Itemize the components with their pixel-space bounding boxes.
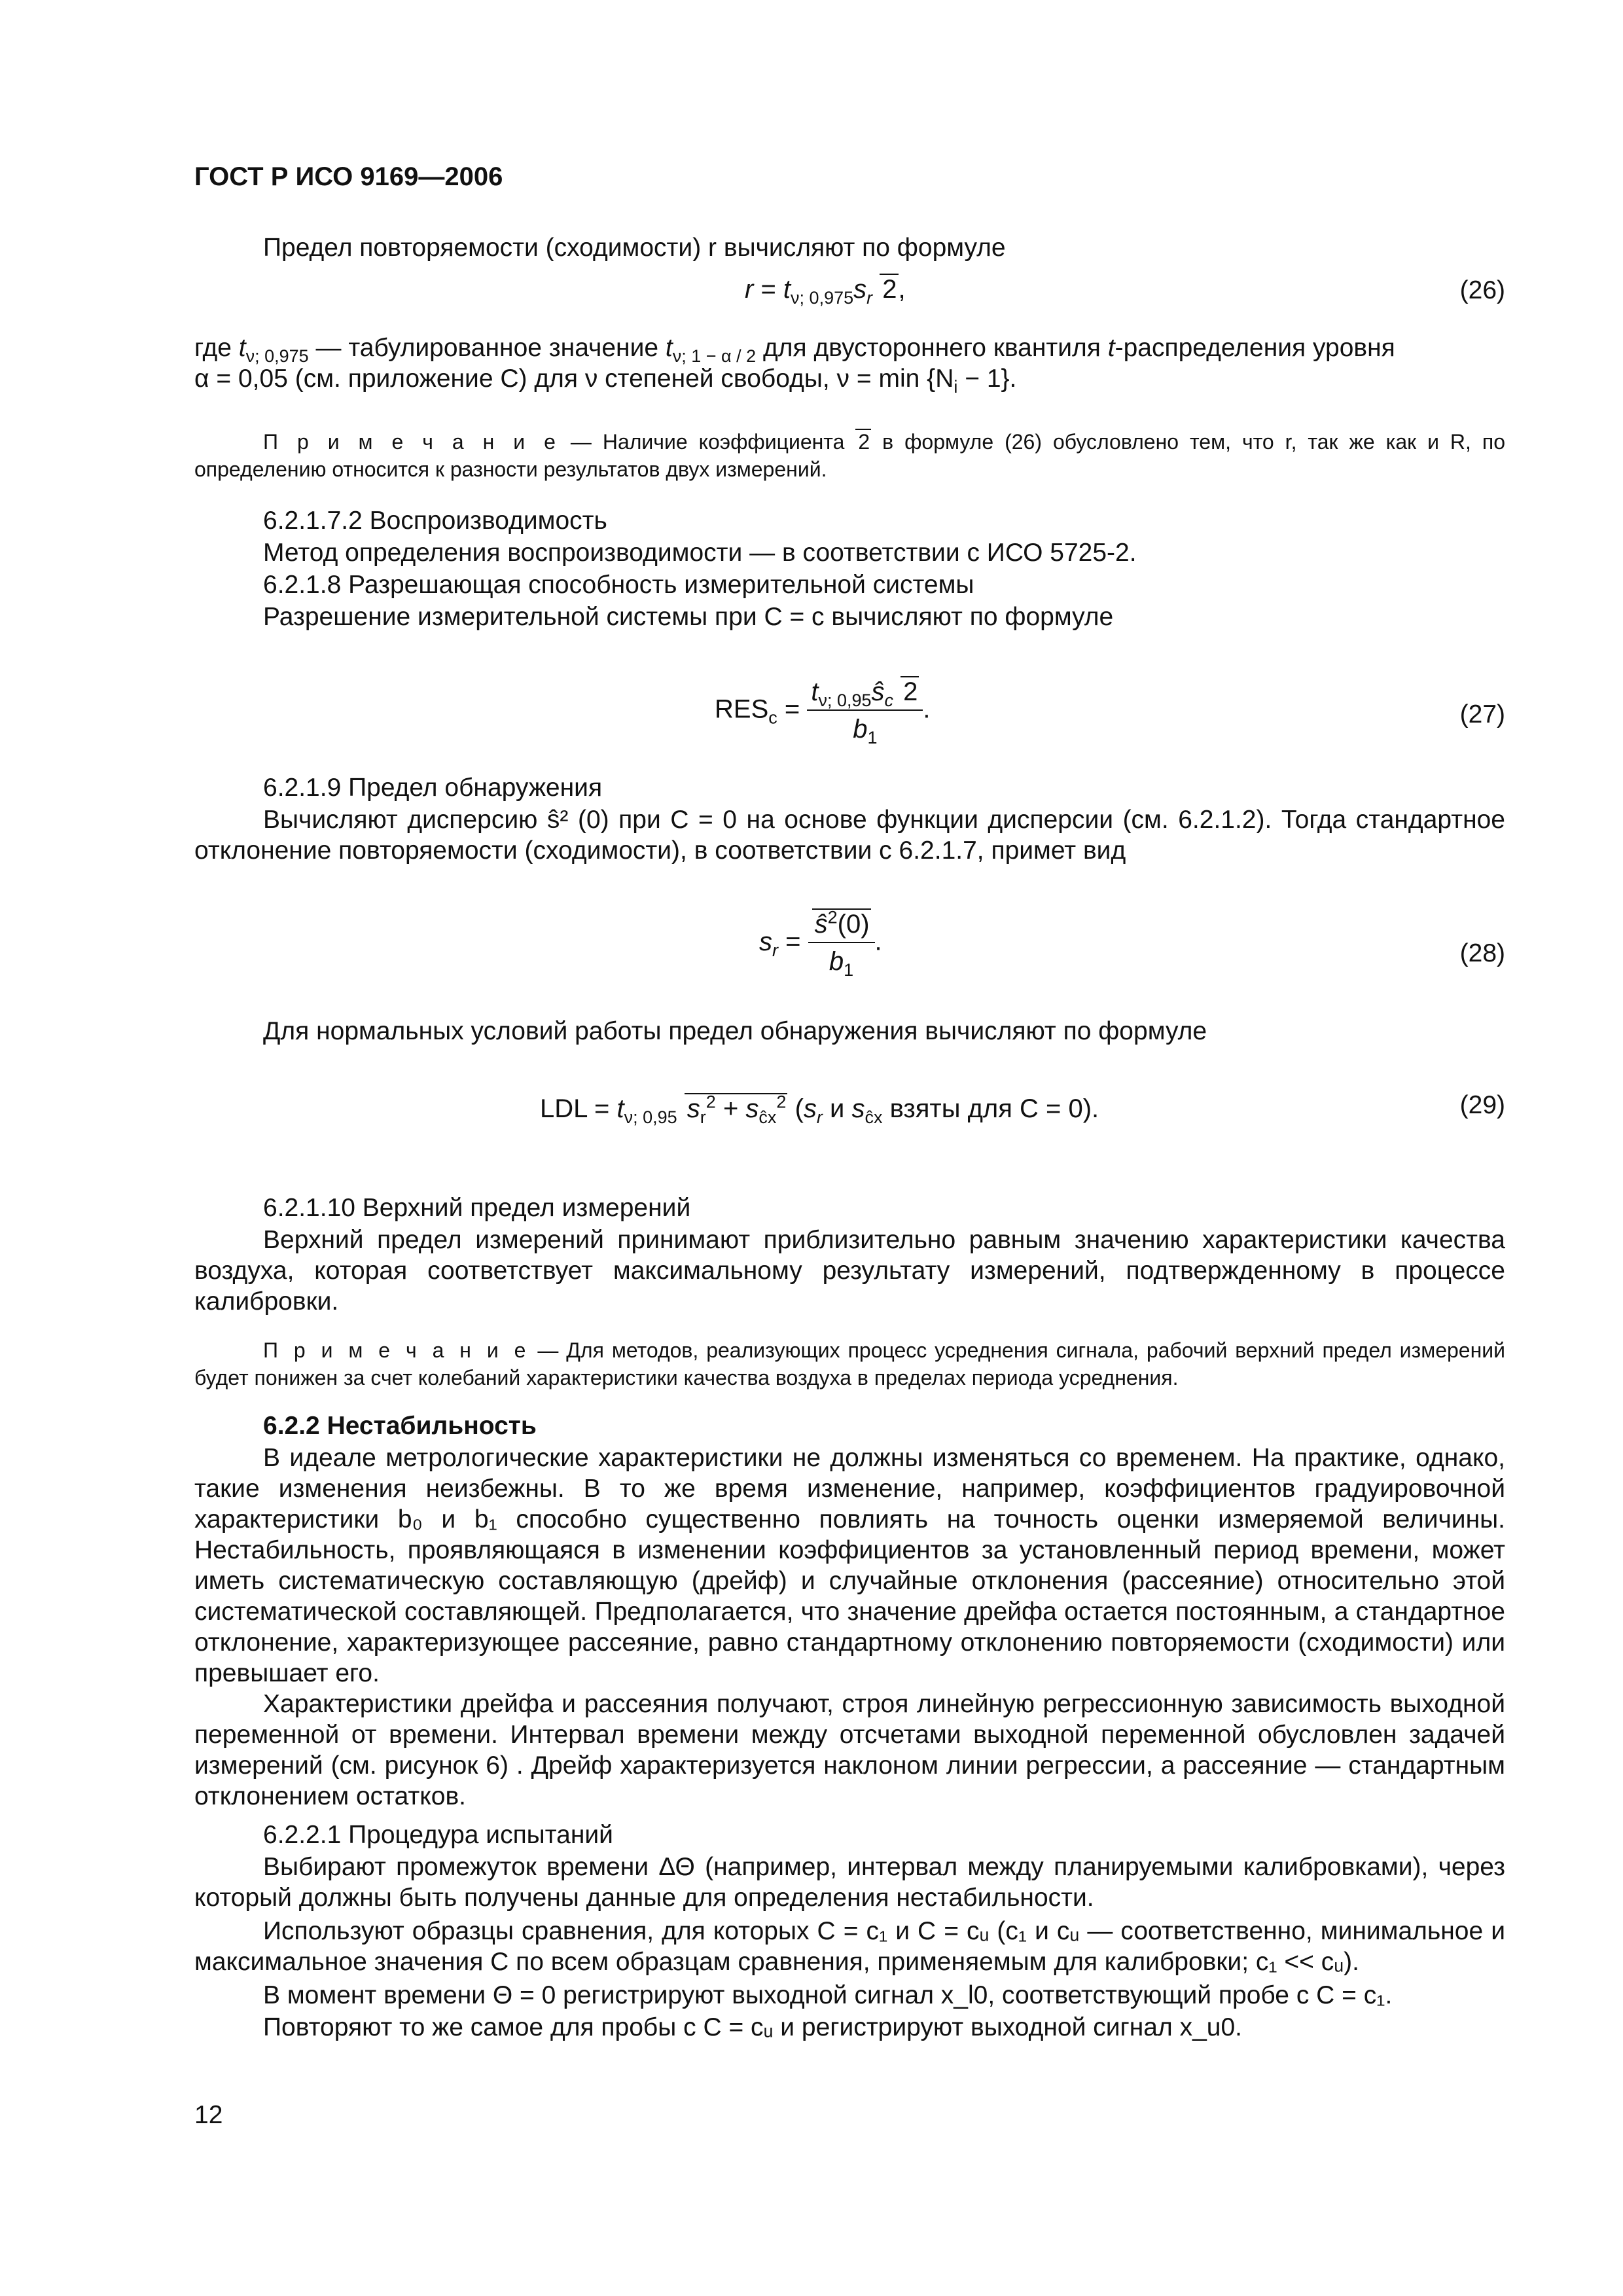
paragraph-repeat: Повторяют то же самое для пробы с C = cᵤ и регистрируют выходной сигнал x_u0. [263, 2013, 1242, 2041]
section-heading-6-2-1-7-2: 6.2.1.7.2 Воспроизводимость [263, 507, 607, 535]
page-number: 12 [194, 2101, 223, 2129]
paragraph-instability: В идеале метрологические характеристики не должны изменяться со временем. На практике, однако, такие изменения неизбежны. В то же время изменение, например, коэффициентов градуировочной характеристики b₀ и b₁ способно существенно повлиять на точность оценки измеряемой величины. Нестабильность, проявляющаяся в изменении коэффициентов за установленный период времени, может иметь систематическую составляющую (дрейф) и случайные отклонения (рассеяние) относительно этой систематической составляющей. Предполагается, что значение дрейфа остается постоянным, а стандартное отклонение, характеризующее рассеяние, равно стандартному отклонению повторяемости (сходимости) или превышает его. [194, 1444, 1505, 1687]
note-1: П р и м е ч а н и е — Наличие коэффициента 2 в формуле (26) обусловлено тем, что r, так же как и R, по определению относится к разности результатов двух измерений. [194, 430, 1506, 481]
paragraph-reference-samples: Используют образцы сравнения, для которых C = c₁ и C = cᵤ (c₁ и cᵤ — соответственно, минимальное и максимальное значения C по всем образцам сравнения, применяемым для калибровки; c₁ << cᵤ). [194, 1917, 1505, 1976]
paragraph-reproducibility: Метод определения воспроизводимости — в соответствии с ИСО 5725-2. [263, 539, 1137, 567]
section-heading-6-2-1-8: 6.2.1.8 Разрешающая способность измерительной системы [263, 571, 974, 599]
paragraph-variance: Вычисляют дисперсию ŝ² (0) при C = 0 на основе функции дисперсии (см. 6.2.1.2). Тогда стандартное отклонение повторяемости (сходимости), в соответствии с 6.2.1.7, примет вид [194, 806, 1505, 865]
formula-29: LDL = $t_{\nu; 0,95}$ $s_r^2 + s_{ĉx}^2$ ($s_r$ и $s_{ĉx}$ взяты для C = 0). [540, 1092, 1099, 1127]
equation-number-28: (28) [1459, 939, 1505, 967]
paragraph-repeatability-limit: Предел повторяемости (сходимости) r вычисляют по формуле [263, 234, 1006, 262]
equation-number-29: (29) [1459, 1091, 1505, 1119]
note-2: П р и м е ч а н и е — Для методов, реализующих процесс усреднения сигнала, рабочий верхний предел измерений будет понижен за счет колебаний характеристики качества воздуха в пределах периода усреднения. [194, 1338, 1506, 1390]
section-heading-6-2-2-1: 6.2.2.1 Процедура испытаний [263, 1821, 613, 1849]
section-heading-6-2-1-9: 6.2.1.9 Предел обнаружения [263, 774, 603, 802]
document-header: ГОСТ Р ИСО 9169—2006 [194, 162, 503, 191]
equation-number-27: (27) [1459, 700, 1505, 728]
section-heading-6-2-1-10: 6.2.1.10 Верхний предел измерений [263, 1194, 691, 1222]
paragraph-upper-limit: Верхний предел измерений принимают приблизительно равным значению характеристики качества воздуха, которая соответствует максимальному результату измерений, подтвержденному в процессе калибровки. [194, 1226, 1505, 1316]
formula-26-explanation: где $t_{\nu; 0,975}$ — табулированное значение $t_{\nu; 1 - \alpha / 2}$ для двустороннего квантиля t-распределения уровня α = 0,05 (см. приложение С) для ν степеней свободы, $\nu = \min \{N_i - 1\}$. [194, 334, 1395, 397]
paragraph-resolution: Разрешение измерительной системы при C = c вычисляют по формуле [263, 603, 1114, 631]
section-heading-6-2-2: 6.2.2 Нестабильность [263, 1412, 537, 1440]
formula-27: $RES_c$ = $\frac{t_{\nu; 0,95}ŝ_c 2}{b_1}$ . [715, 677, 931, 747]
formula-28: $s_r$ = $\frac{ŝ^2(0)}{b_1}$ . [759, 907, 882, 980]
equation-number-26: (26) [1459, 276, 1505, 304]
paragraph-time-interval: Выбирают промежуток времени ΔΘ (например, интервал между планируемыми калибровками), через который должны быть получены данные для определения нестабильности. [194, 1853, 1505, 1912]
paragraph-drift-scatter: Характеристики дрейфа и рассеяния получают, строя линейную регрессионную зависимость выходной переменной от времени. Интервал времени между отсчетами выходной переменной обусловлен задачей измерений (см. рисунок 6) . Дрейф характеризуется наклоном линии регрессии, а рассеяние — стандартным отклонением остатков. [194, 1690, 1505, 1810]
paragraph-detection-limit: Для нормальных условий работы предел обнаружения вычисляют по формуле [263, 1017, 1207, 1045]
paragraph-time-zero: В момент времени Θ = 0 регистрируют выходной сигнал x_l0, соответствующий пробе с C = c₁. [263, 1981, 1393, 2009]
formula-26: $r = t_{\nu; 0,975}s_r$ 2, [745, 275, 906, 308]
